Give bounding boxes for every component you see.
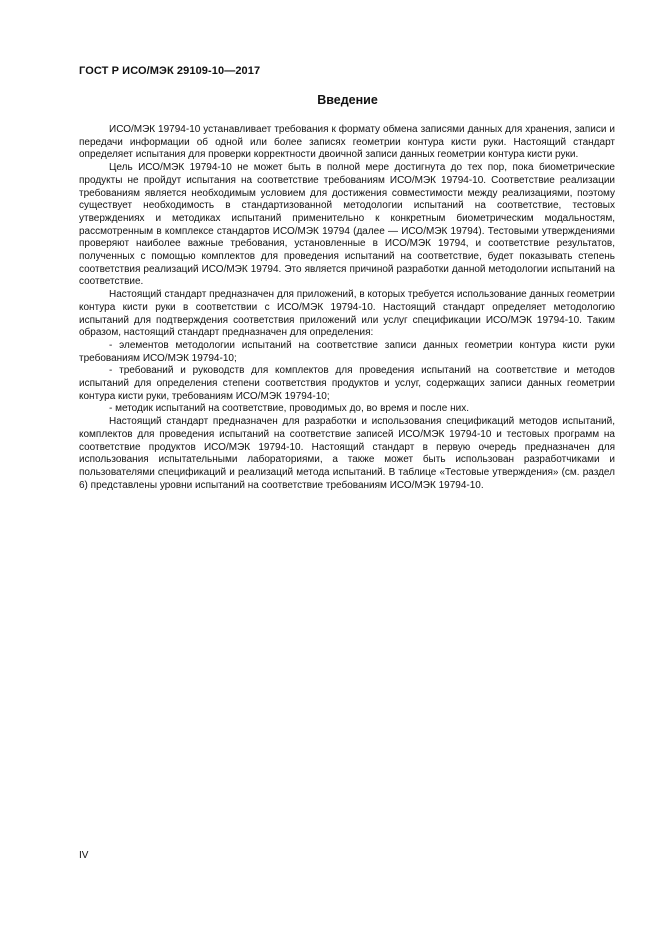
body-text (79, 124, 615, 492)
paragraph: Настоящий стандарт предназначен для приложений, в которых требуется использование данных геометрии контура кисти руки в соответствии с ИСО/МЭК 19794-10. Настоящий стандарт определяет методологию испытаний для подтверждения соответствия приложений или услуг спецификации ИСО/МЭК 19794-10. Таким образом, настоящий стандарт предназначен для определения: (79, 289, 615, 339)
list-item: - элементов методологии испытаний на соответствие записи данных геометрии контура кисти руки требованиям ИСО/МЭК 19794-10; (79, 339, 615, 364)
section-title: Введение (317, 93, 378, 107)
paragraph: Цель ИСО/МЭК 19794-10 не может быть в полной мере достигнута до тех пор, пока биометрические продукты не пройдут испытания на соответствие требованиям ИСО/МЭК 19794-10. Соответствие реализации требованиям является необходимым условием для достижения совместимости между реализациями, поэтому существует необходимость в стандартизованной методологии испытаний на соответствие, тестовых утверждениях и методиках испытаний применительно к конкретным биометрическим модальностям, рассмотренным в комплексе стандартов ИСО/МЭК 19794 (далее — ИСО/МЭК 19794). Тестовыми утверждениями проверяют наиболее важные требования, установленные в ИСО/МЭК 19794, и соответствие результатов, полученных с помощью комплектов для проведения испытаний на соответствие, будет показывать степень соответствия реализаций ИСО/МЭК 19794. Это является причиной разработки данной методологии испытаний на соответствие. (79, 162, 615, 288)
list-item: - требований и руководств для комплектов для проведения испытаний на соответствие и методов испытаний для определения степени соответствия продуктов и услуг, содержащих записи данных геометрии контура кисти руки, требованиям ИСО/МЭК 19794-10; (79, 365, 615, 402)
list-item: - методик испытаний на соответствие, проводимых до, во время и после них. (109, 403, 469, 415)
paragraph: ИСО/МЭК 19794-10 устанавливает требования к формату обмена записями данных для хранения, записи и передачи информации об одной или более записях геометрии контура кисти руки. Настоящий стандарт определяет испытания для проверки корректности двоичной записи данных геометрии контура кисти руки. (79, 124, 615, 161)
document-header: ГОСТ Р ИСО/МЭК 29109-10—2017 (79, 65, 261, 77)
paragraph: Настоящий стандарт предназначен для разработки и использования спецификаций методов испытаний, комплектов для проведения испытаний на соответствие записей ИСО/МЭК 19794-10 и тестовых программ на соответствие продуктов ИСО/МЭК 19794-10. Настоящий стандарт в первую очередь предназначен для использования испытательными лабораториями, а также может быть использован разработчиками и пользователями спецификаций и реализаций метода испытаний. В таблице «Тестовые утверждения» (см. раздел 6) представлены уровни испытаний на соответствие требованиям ИСО/МЭК 19794-10. (79, 416, 615, 491)
page-number: IV (79, 850, 89, 861)
